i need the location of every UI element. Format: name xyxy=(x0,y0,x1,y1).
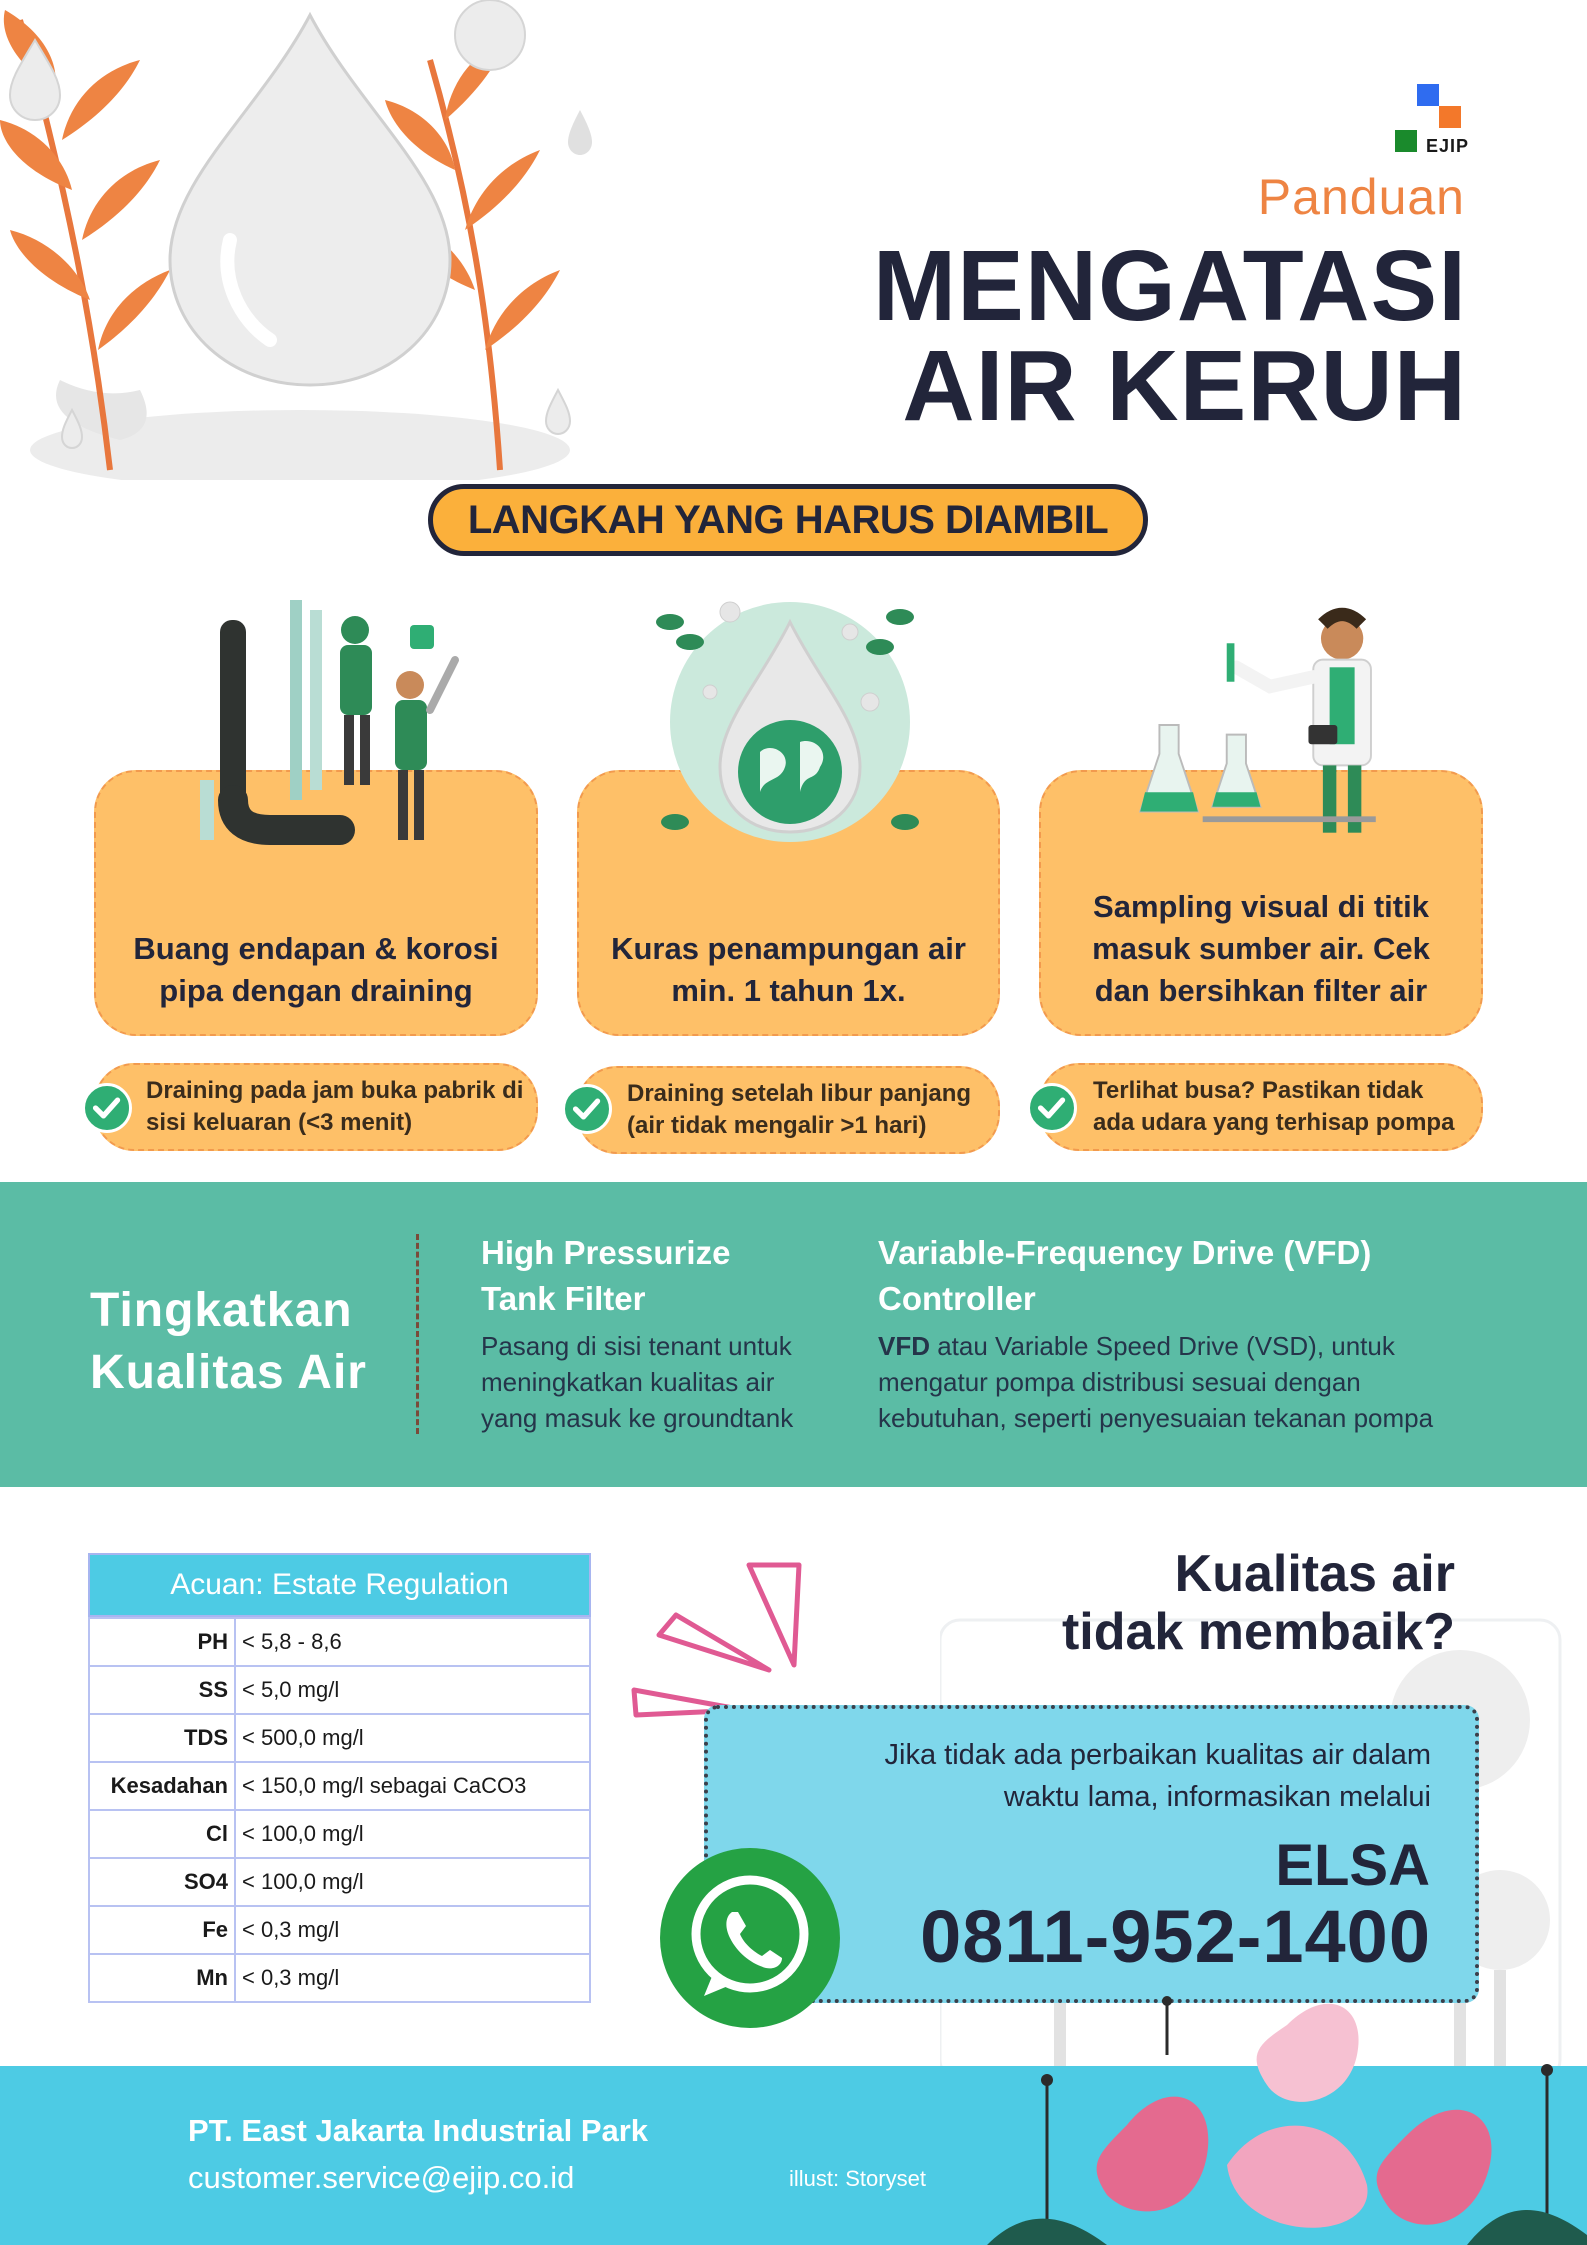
step-note-3 xyxy=(1039,1063,1483,1151)
tank-filter-heading xyxy=(481,1230,841,1322)
step-note-text: Draining pada jam buka pabrik di sisi keluaran (<3 menit) xyxy=(146,1077,524,1136)
guide-kicker: Panduan xyxy=(1257,169,1465,225)
step-text: Kuras penampungan air min. 1 tahun 1x. xyxy=(611,931,966,1008)
regulation-table xyxy=(88,1617,591,2003)
value-cell: < 500,0 mg/l xyxy=(235,1714,590,1762)
check-icon xyxy=(1027,1083,1077,1133)
improve-col-vfd xyxy=(878,1230,1478,1436)
improve-title-line-2: Kualitas Air xyxy=(90,1346,367,1399)
table-row xyxy=(89,1906,590,1954)
whatsapp-icon[interactable] xyxy=(658,1846,842,2030)
improve-col-tank-filter xyxy=(481,1230,841,1436)
step-note-text: Terlihat busa? Pastikan tidak ada udara yang terhisap pompa xyxy=(1093,1077,1455,1136)
title-line-1: MENGATASI xyxy=(872,230,1467,342)
value-cell: < 5,0 mg/l xyxy=(235,1666,590,1714)
param-cell: Kesadahan xyxy=(89,1762,235,1810)
value-cell: < 100,0 mg/l xyxy=(235,1858,590,1906)
step-text: Buang endapan & korosi pipa dengan draining xyxy=(133,931,499,1008)
logo-text: EJIP xyxy=(1426,136,1470,156)
value-cell: < 0,3 mg/l xyxy=(235,1954,590,2002)
param-cell: TDS xyxy=(89,1714,235,1762)
contact-service-name: ELSA xyxy=(1275,1833,1430,1898)
check-icon xyxy=(82,1083,132,1133)
param-cell: PH xyxy=(89,1618,235,1666)
vfd-heading-line-1: Variable-Frequency Drive (VFD) xyxy=(878,1234,1372,1271)
value-cell: < 0,3 mg/l xyxy=(235,1906,590,1954)
table-row xyxy=(89,1666,590,1714)
contact-question-line-1: Kualitas air xyxy=(1174,1545,1455,1603)
tank-filter-body: Pasang di sisi tenant untuk meningkatkan kualitas air yang masuk ke groundtank xyxy=(481,1331,794,1433)
step-note-text: Draining setelah libur panjang (air tidak mengalir >1 hari) xyxy=(627,1080,972,1139)
value-cell: < 150,0 mg/l sebagai CaCO3 xyxy=(235,1762,590,1810)
param-cell: SS xyxy=(89,1666,235,1714)
footer-company: PT. East Jakarta Industrial Park xyxy=(188,2113,649,2148)
contact-instructions-line-2: waktu lama, informasikan melalui xyxy=(1003,1781,1431,1813)
tank-filter-heading-line-2: Tank Filter xyxy=(481,1280,646,1317)
water-drop-plant-illustration xyxy=(0,0,600,480)
pipe-workers-illustration xyxy=(180,590,480,850)
value-cell: < 100,0 mg/l xyxy=(235,1810,590,1858)
param-cell: Fe xyxy=(89,1906,235,1954)
title-line-2: AIR KERUH xyxy=(902,330,1467,442)
contact-phone-number[interactable]: 0811-952-1400 xyxy=(920,1895,1431,1978)
step-note-1 xyxy=(94,1063,538,1151)
table-row xyxy=(89,1858,590,1906)
vfd-heading xyxy=(878,1230,1478,1322)
value-cell: < 5,8 - 8,6 xyxy=(235,1618,590,1666)
tank-filter-heading-line-1: High Pressurize xyxy=(481,1234,731,1271)
vfd-body-bold: VFD xyxy=(878,1331,930,1361)
step-text: Sampling visual di titik masuk sumber air. Cek dan bersihkan filter air xyxy=(1092,889,1430,1008)
contact-instructions xyxy=(885,1734,1431,1818)
earth-drop-illustration xyxy=(650,592,930,852)
section-divider xyxy=(416,1234,419,1434)
table-row xyxy=(89,1810,590,1858)
contact-instructions-line-1: Jika tidak ada perbaikan kualitas air dalam xyxy=(884,1739,1431,1771)
param-cell: Mn xyxy=(89,1954,235,2002)
improve-title xyxy=(90,1280,367,1404)
scientist-lab-illustration xyxy=(1120,600,1420,850)
ejip-logo xyxy=(1392,84,1470,156)
vfd-heading-line-2: Controller xyxy=(878,1280,1036,1317)
flower-splash-illustration xyxy=(987,1965,1587,2245)
check-icon xyxy=(562,1084,612,1134)
regulation-table-heading: Acuan: Estate Regulation xyxy=(88,1553,591,1617)
page-title xyxy=(872,230,1467,442)
footer-illustration-credit: illust: Storyset xyxy=(789,2166,926,2191)
param-cell: SO4 xyxy=(89,1858,235,1906)
step-note-2 xyxy=(577,1066,1000,1154)
footer-email-link[interactable]: customer.service@ejip.co.id xyxy=(188,2160,575,2195)
table-row xyxy=(89,1762,590,1810)
vfd-body-text: atau Variable Speed Drive (VSD), untuk mengatur pompa distribusi sesuai dengan kebutuhan, seperti penyesuaian tekanan pompa xyxy=(878,1331,1434,1433)
table-row xyxy=(89,1954,590,2002)
table-row xyxy=(89,1618,590,1666)
param-cell: Cl xyxy=(89,1810,235,1858)
improve-title-line-1: Tingkatkan xyxy=(90,1284,353,1337)
contact-question xyxy=(1062,1545,1455,1661)
steps-heading: LANGKAH YANG HARUS DIAMBIL xyxy=(428,484,1148,556)
vfd-body xyxy=(878,1328,1478,1436)
table-row xyxy=(89,1714,590,1762)
contact-question-line-2: tidak membaik? xyxy=(1061,1603,1455,1661)
